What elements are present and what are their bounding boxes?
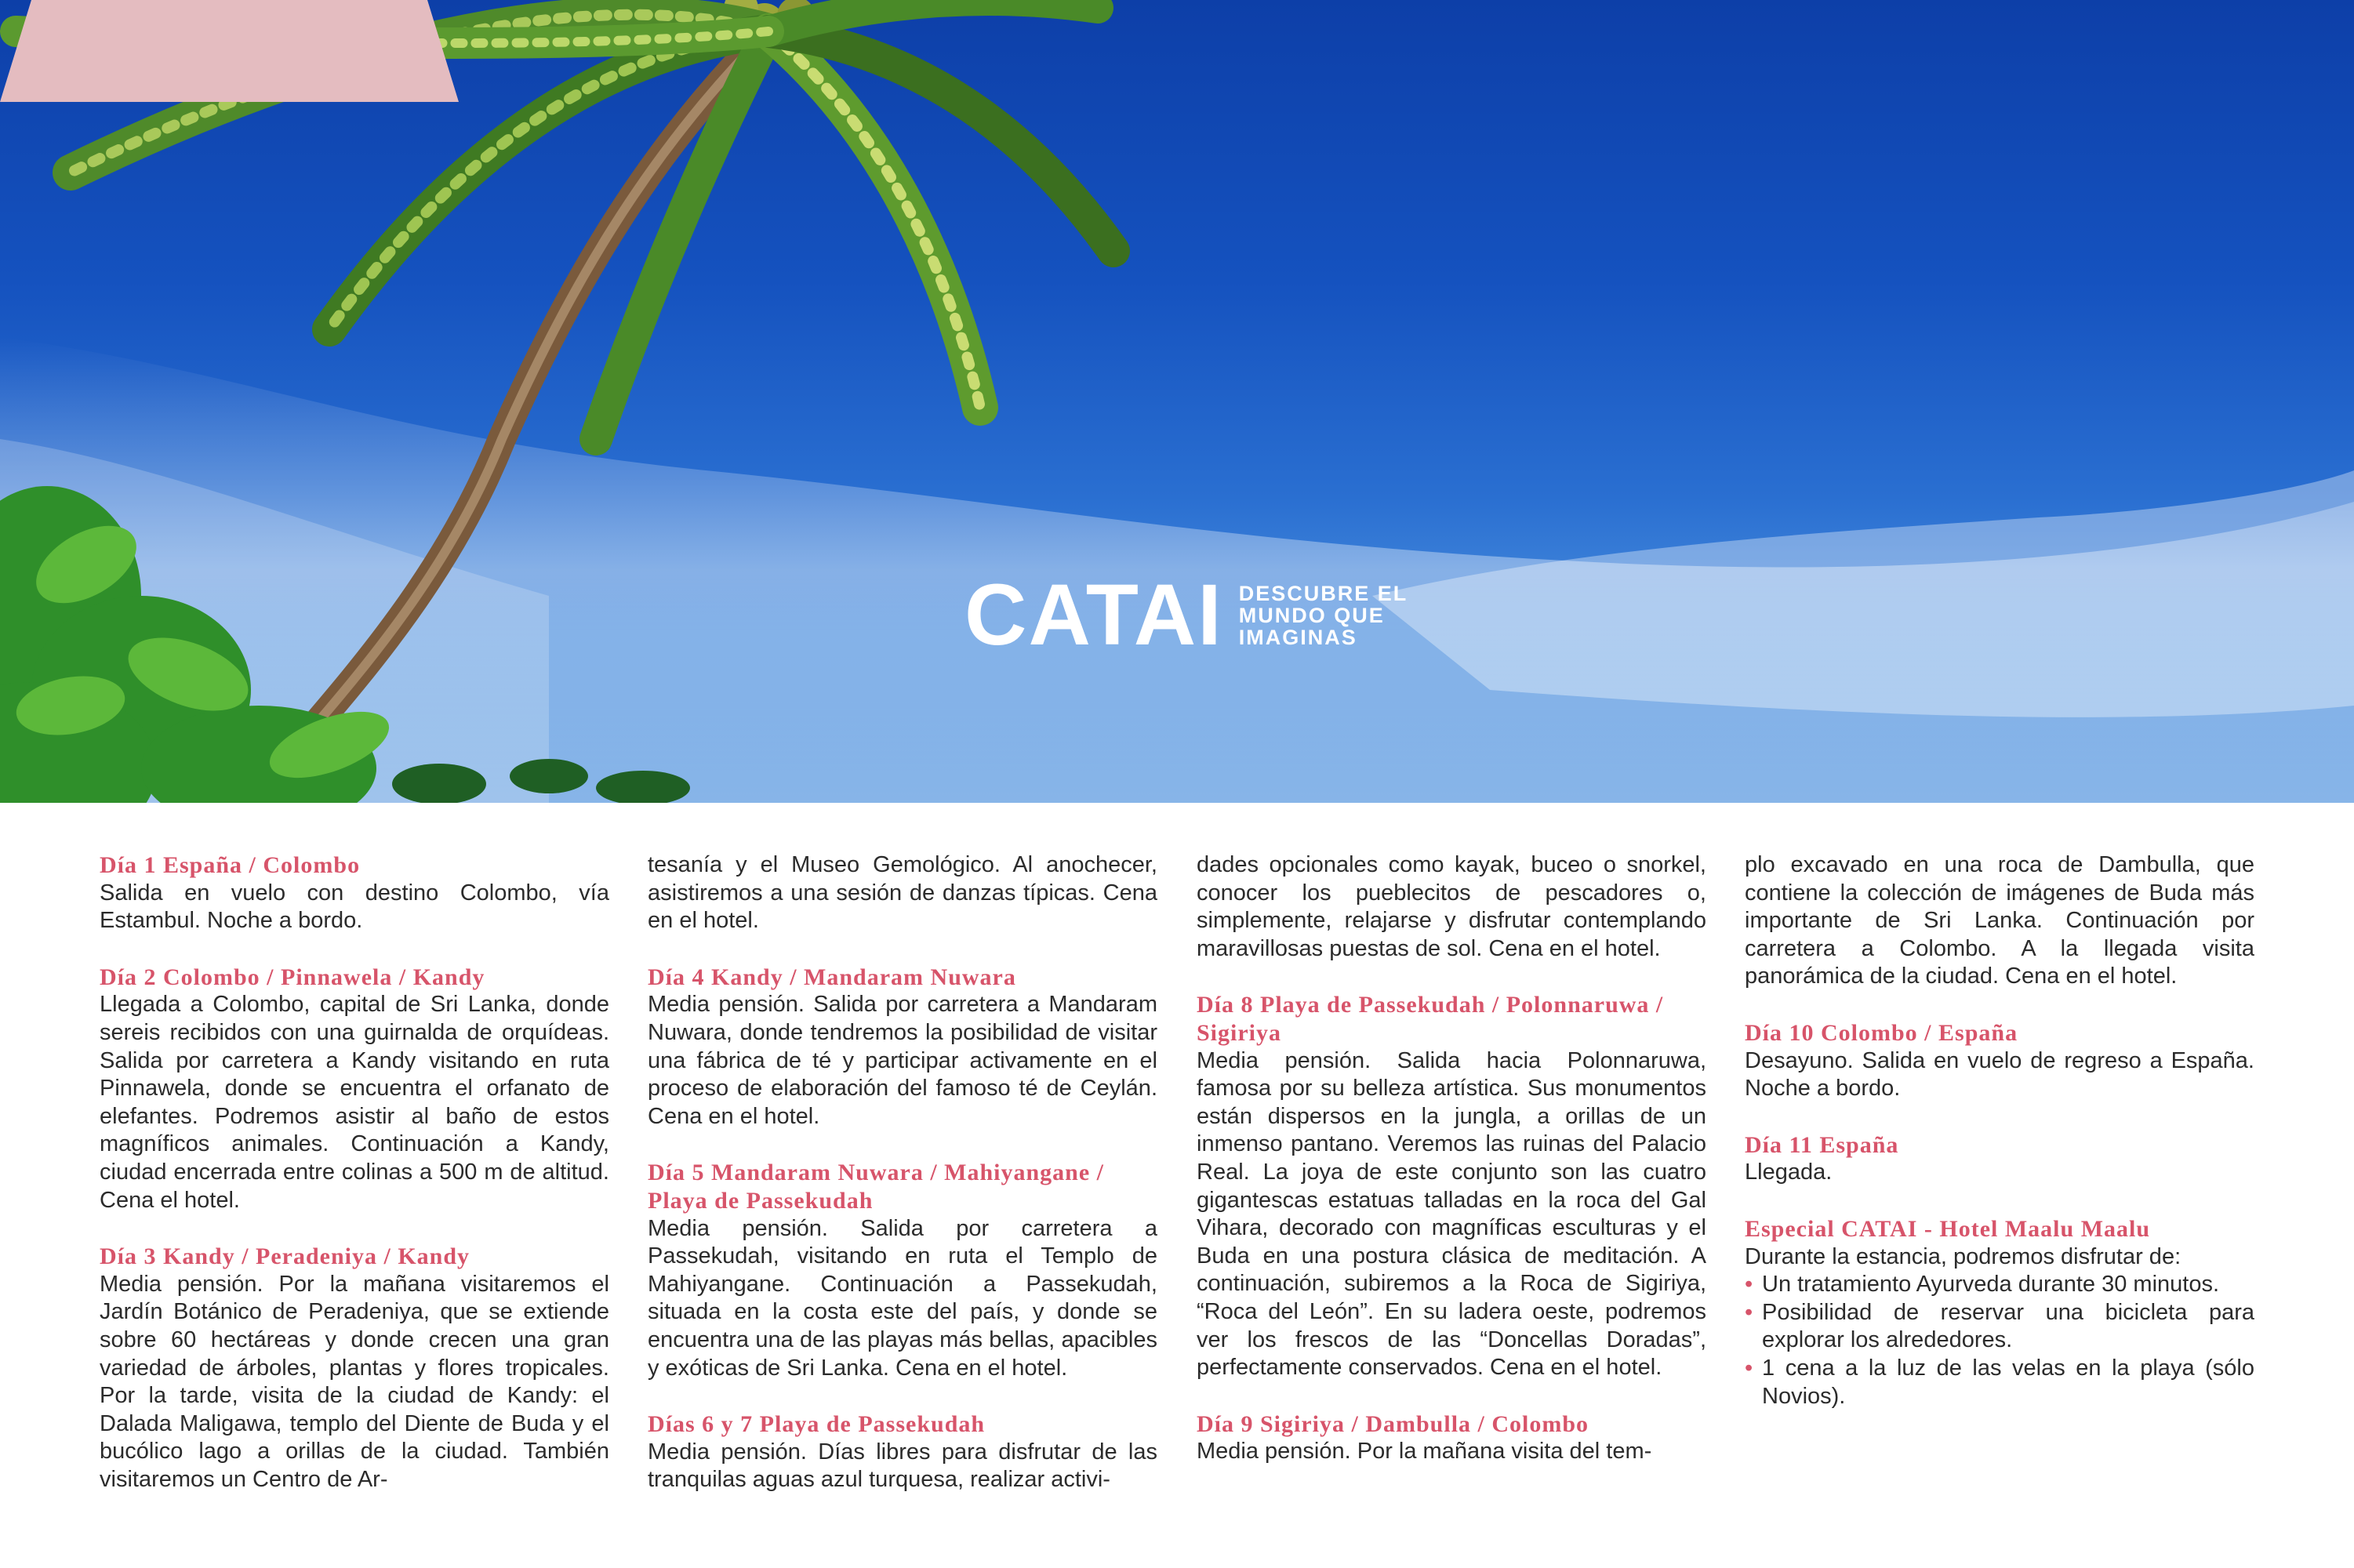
itinerary-column-4	[1745, 851, 2254, 1410]
day-3-text: Media pensión. Por la mañana visitaremos el Jardín Botánico de Peradeniya, que se extiende sobre 60 hectáreas y donde crecen una gran variedad de árboles, plantas y flores tropicales. Por la tarde, visita de la ciudad de Kandy: el Dalada Maligawa, templo del Diente de Buda y el bucólico lago a orillas de la ciudad. También visitaremos un Centro de Ar-	[100, 1271, 609, 1492]
brand-wordmark: CATAI	[964, 567, 1223, 663]
list-item: • Un tratamiento Ayurveda durante 30 minutos.	[1745, 1271, 2254, 1299]
day-9-title: Día 9 Sigiriya / Dambulla / Colombo	[1197, 1410, 1589, 1437]
day-6-7-text: Media pensión. Días libres para disfrutar de las tranquilas aguas azul turquesa, realizar activi-	[648, 1439, 1157, 1493]
day-3-title: Día 3 Kandy / Peradeniya / Kandy	[100, 1243, 470, 1270]
special-offer-intro: Durante la estancia, podremos disfrutar de:	[1745, 1243, 2181, 1269]
day-9-text: Media pensión. Por la mañana visita del tem-	[1197, 1439, 1652, 1465]
day-11-text: Llegada.	[1745, 1160, 1833, 1185]
day-10-text: Desayuno. Salida en vuelo de regreso a España. Noche a bordo.	[1745, 1047, 2254, 1102]
day-8-text: Media pensión. Salida hacia Polonnaruwa, famosa por su belleza artística. Sus monumentos están dispersos en la jungla, a orillas de un inmenso pantano. Veremos las ruinas del Palacio Real. La joya de este conjunto son las cuatro gigantescas estatuas talladas en la roca del Gal Vihara, decorado con magníficas esculturas y el Buda en una postura clásica de meditación. A continuación, subiremos a la Roca de Sigiriya, “Roca del León”. En su ladera oeste, podremos ver los frescos de las “Doncellas Doradas”, perfectamente conservados. Cena en el hotel.	[1197, 1047, 1706, 1381]
day-1-title: Día 1 España / Colombo	[100, 852, 361, 878]
day-3-text-continued: tesanía y el Museo Gemológico. Al anochecer, asistiremos a una sesión de danzas típicas. Cena en el hotel.	[648, 852, 1157, 934]
special-offer-title: Especial CATAI - Hotel Maalu Maalu	[1745, 1215, 2151, 1242]
brand-tagline: DESCUBRE EL MUNDO QUE IMAGINAS	[1238, 582, 1408, 649]
day-5-text: Media pensión. Salida por carretera a Passekudah, visitando en ruta el Templo de Mahiyangane. Continuación a Passekudah, situada en la costa este del país, y donde se encuentra una de las playas más bellas, apacibles y exóticas de Sri Lanka. Cena en el hotel.	[648, 1215, 1157, 1381]
itinerary-column-2	[648, 851, 1157, 1494]
day-1-text: Salida en vuelo con destino Colombo, vía Estambul. Noche a bordo.	[100, 880, 609, 934]
special-offer-list	[1745, 1271, 2254, 1410]
day-2-text: Llegada a Colombo, capital de Sri Lanka, donde sereis recibidos con una guirnalda de orquídeas. Salida por carretera a Kandy visitando en ruta Pinnawela, donde se encuentra el orfanato de elefantes. Podremos asistir al baño de estos magníficos animales. Continuación a Kandy, ciudad encerrada entre colinas a 500 m de altitud. Cena el hotel.	[100, 992, 609, 1213]
itinerary-column-3	[1197, 851, 1706, 1466]
pink-tab-decoration	[0, 0, 459, 102]
itinerary-column-1	[100, 851, 609, 1494]
list-item: • Posibilidad de reservar una bicicleta para explorar los alrededores.	[1745, 1299, 2254, 1355]
brand-logo	[964, 567, 1408, 663]
day-9-text-continued: plo excavado en una roca de Dambulla, que contiene la colección de imágenes de Buda más importante de Sri Lanka. Continuación por carretera a Colombo. A la llegada visita panorámica de la ciudad. Cena en el hotel.	[1745, 852, 2254, 989]
day-10-title: Día 10 Colombo / España	[1745, 1019, 2018, 1046]
day-2-title: Día 2 Colombo / Pinnawela / Kandy	[100, 964, 485, 990]
day-5-title: Día 5 Mandaram Nuwara / Mahiyangane / Playa de Passekudah	[648, 1160, 1105, 1214]
day-6-7-text-continued: dades opcionales como kayak, buceo o snorkel, conocer los pueblecitos de pescadores o, simplemente, relajarse y disfrutar contemplando maravillosas puestas de sol. Cena en el hotel.	[1197, 852, 1706, 961]
day-4-text: Media pensión. Salida por carretera a Mandaram Nuwara, donde tendremos la posibilidad de visitar una fábrica de té y participar activamente en el proceso de elaboración del famoso té de Ceylán. Cena en el hotel.	[648, 992, 1157, 1129]
day-11-title: Día 11 España	[1745, 1131, 1899, 1158]
day-8-title: Día 8 Playa de Passekudah / Polonnaruwa / Sigiriya	[1197, 992, 1664, 1046]
list-item: • 1 cena a la luz de las velas en la playa (sólo Novios).	[1745, 1355, 2254, 1410]
day-6-7-title: Días 6 y 7 Playa de Passekudah	[648, 1411, 986, 1438]
day-4-title: Día 4 Kandy / Mandaram Nuwara	[648, 964, 1016, 990]
